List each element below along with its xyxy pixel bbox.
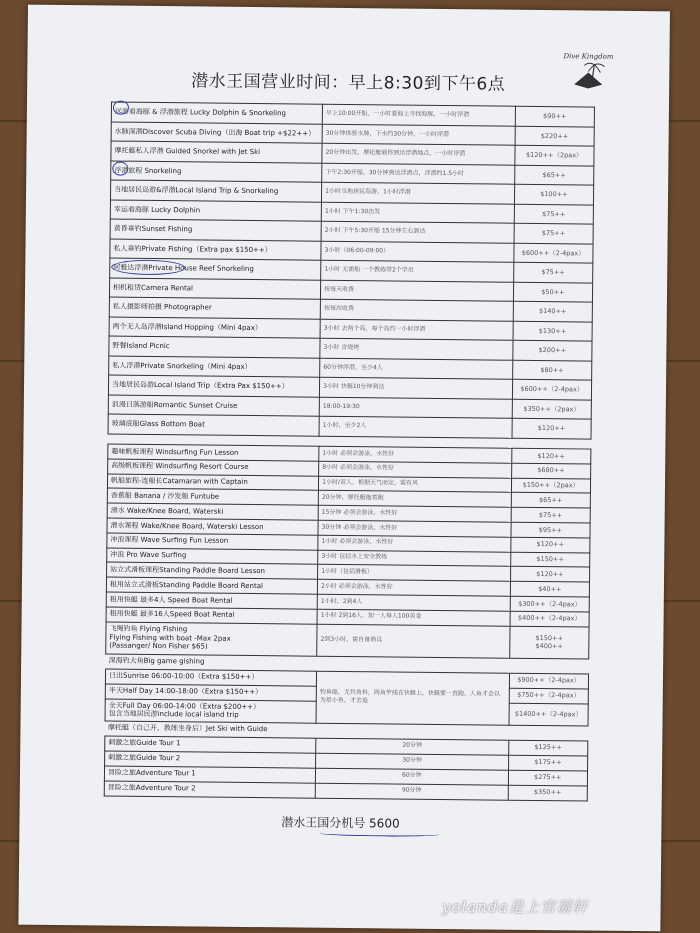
activity-description: 按每天收费 [321,280,514,302]
activity-description: 下午2:30开船，30分钟到达浮潜点，浮潜约1.5小时 [322,163,515,185]
activity-description: 1小时，至少2人 [319,416,512,438]
activity-description: 20分钟，摩托艇拖着跑 [318,491,511,508]
jetski-duration: 60分钟 [315,768,508,785]
activity-name: 黄昏垂钓Sunset Fishing [110,219,321,241]
logo-text: Dive Kingdom [563,52,614,61]
page-title: 潜水王国营业时间：早上8:30到下午6点 [191,71,506,95]
table-row [108,414,591,439]
fishing-option: 半天Half Day 14:00-18:00（Extra $150++） [105,684,316,701]
jetski-tour: 冒险之旅Adventure Tour 2 [104,781,315,798]
activity-name: 租用快艇 最多4人 Speed Boat Rental [106,592,317,609]
activity-name: 摩托艇私人浮潜 Guided Snorkel with Jet Ski [111,141,322,163]
activity-name: 滑水 Wake/Knee Board, Waterski [107,503,318,520]
dive-kingdom-logo [553,52,624,108]
activity-name: 帆船旅程-连船长Catamaran with Captain [107,474,318,491]
activity-description: 3小时 快艇10分钟到达 [320,377,513,399]
activity-description: 60分钟浮潜，至少4人 [320,358,513,380]
activity-name: 高级帆板课程 Windsurfing Resort Course [108,459,319,476]
jetski-price: $350++ [508,785,587,801]
activity-description: 3小时 去两个岛，每个岛约一小时浮潜 [320,319,513,341]
activity-name: 幸运看海豚 Lucky Dolphin [110,200,321,222]
activity-description: 1小时 必须会游泳，水性好 [318,535,511,552]
activity-name: 当地居民岛游Local Island Trip（Extra Pax $150++） [108,375,319,397]
activity-price: $100++ [514,184,594,204]
activity-name: 香蕉船 Banana / 沙发船 Funtube [107,488,318,505]
fishing-price: $1400++（2-4pax） [509,703,589,726]
jetski-section-title: 摩托艇（自己开，教练坐身后）Jet Ski with Guide [105,721,588,741]
activity-price: $130++ [513,321,593,341]
activity-price: $300++（2-4pax） [510,596,589,612]
activity-price: $90++ [515,106,595,126]
activity-description: 15分钟 必须会游泳，水性好 [318,505,511,522]
activity-description: 8小时 必须会游泳，水性好 [319,461,512,478]
activity-price: $600++（2-4pax） [514,243,594,263]
activity-price: $120++ [511,448,590,464]
jetski-price: $275++ [508,770,587,786]
activity-name: 租用站立式滑板Standing Paddle Board Rental [106,577,317,594]
activity-price: $65++ [511,493,590,509]
footer-extension: 潜水王国分机号 5600 [281,815,400,831]
activity-description: 早上10:00开船，一小时看海上寻找海豚，一小时浮潜 [322,104,515,126]
activity-name: 当地居民岛游&浮潜Local Island Trip & Snorkeling [110,180,321,202]
activity-name: 站立式滑板课程Standing Paddle Board Lesson [107,562,318,579]
activity-price: $600++（2-4pax） [512,379,592,399]
activity-name: 飞绳钓鱼 Flying Fishing Flying Fishing with boat -Max 2pax (Passanger/ Non Fisher $65) [106,622,317,656]
activity-price: $50++ [513,282,593,302]
jetski-tour: 冒险之旅Adventure Tour 1 [104,766,315,783]
price-list-sheet [18,5,670,932]
activity-name: 野餐Island Picnic [109,336,320,358]
fishing-option: 全天Full Day 06:00-14:00（Extra $200++） 包含当地居民游include local island trip [105,699,316,723]
activity-description: 30分钟体验水肺，下水约30分钟，一小时浮潜 [322,124,515,146]
activity-description: 1小时 下午1:30出发 [321,202,514,224]
activity-price: $680++ [511,463,590,479]
activity-price: $120++ [512,418,592,438]
activity-price: $200++ [513,340,593,360]
activity-price: $120++ [511,537,590,553]
activity-price: $400++（2-4pax） [510,611,589,627]
fishing-description: 钓鱼船，尤其角料，两角竿线在快艇上，快艇要一直跑，人鱼才会以为是小鱼，才去追 [316,671,509,725]
jetski-duration: 20分钟 [316,738,509,755]
activity-description: 1小时（包括滑板） [318,565,511,582]
activity-price: $120++ [510,567,589,583]
activity-price: $140++ [513,301,593,321]
activity-name: 私人浮潜Private Snorkeling（Mini 4pax） [109,356,320,378]
activity-name: 浪漫日落游船Romantic Sunset Cruise [108,395,319,417]
jetski-duration: 90分钟 [315,783,508,800]
activity-price: $150++ [510,552,589,568]
activity-name: 冲浪课程 Wave Surfing Fun Lesson [107,533,318,550]
activity-description: 1小时当地居民岛游，1小时浮潜 [322,182,515,204]
activity-price: $75++ [514,204,594,224]
activity-price: $120++（2pax） [515,145,595,165]
activity-price: $350++（2pax） [512,399,592,419]
activity-description: 3小时（06:00-09:00） [321,241,514,263]
activity-price: $95++ [511,522,590,538]
pen-underline [319,831,439,837]
activity-name: 玻璃底船Glass Bottom Boat [108,414,319,436]
activity-name: 滑水课程 Wake/Knee Board, Waterski Lesson [107,518,318,535]
activity-description: 1小时 2到16人，加一人每人100美金 [317,609,510,626]
fishing-price: $750++（2-4pax） [509,688,588,704]
activity-description: 1小时 无需船 一个教练带2个学员 [321,260,514,282]
activity-name: 趣味帆板课程 Windsurfing Fun Lesson [108,444,319,461]
activity-name: 阿雅达浮潜Private House Reef Snorkeling [110,258,321,280]
activity-description: 按每次收费 [320,299,513,321]
fishing-option: 日出Sunrise 06:00-10:00（Extra $150++） [105,669,316,686]
activity-name: 浮潜旅程 Snorkeling [111,161,322,183]
palm-island-icon [568,60,608,90]
activity-description: 1小时/双人，根据天气而定，需有风 [319,476,512,493]
activity-price: $75++ [514,223,594,243]
activity-description: 2小时 下午5:30开船 15分钟左右到达 [321,221,514,243]
activity-price: $75++ [511,507,590,523]
fishing-section-title: 深海钓大鱼Big game gishing [106,654,589,674]
activity-name: 冲浪 Pro Wave Surfing [107,548,318,565]
watersport-table [104,443,592,801]
pen-circle-mark [112,162,128,176]
table-row [106,622,589,659]
activity-description: 2小时 必须会游泳，水性好 [317,579,510,596]
activity-price: $80++ [512,360,592,380]
activity-name: 租用快艇 最多16人Speed Boat Rental [106,607,317,624]
pen-circle-mark [113,101,129,115]
activity-name: 私人摄影师拍摄 Photographer [109,297,320,319]
activity-description: 18:00-19:30 [319,397,512,419]
fishing-price: $900++（2-4pax） [509,673,588,689]
activity-description: 30分钟 必须会游泳，水性好 [318,520,511,537]
activity-price: $40++ [510,581,589,597]
jetski-tour: 刺激之旅Guide Tour 1 [105,736,316,753]
activity-description: 3小时 含烧烤 [320,338,513,360]
jetski-duration: 30分钟 [316,753,509,770]
activity-description: 20分钟出发，摩托艇载你到达浮潜地点，一小时浮潜 [322,143,515,165]
activity-price: $220++ [515,126,595,146]
watermark: yolanda是上官凝轩 [442,898,589,916]
activity-description: 2到3小时，需自备渔具 [317,624,510,658]
activity-description: 1小时 必须会游泳，水性好 [319,446,512,463]
jetski-price: $175++ [508,755,587,771]
activity-name: 水肺深潜Discover Scuba Diving（出海 Boat trip +$22++） [111,122,322,144]
activity-price: $65++ [514,165,594,185]
activity-name: 相机租赁Camera Rental [109,278,320,300]
activity-name: 私人垂钓Private Fishing（Extra pax $150++） [110,239,321,261]
activity-price: $150++ $400++ [509,626,589,659]
activity-name: 两个无人岛浮潜Island Hopping（Mini 4pax） [109,317,320,339]
activity-name: 远游看海豚 & 浮潜旅程 Lucky Dolphin & Snorkeling [111,102,322,124]
jetski-price: $125++ [508,740,587,756]
activity-description: 1小时，2到4人 [317,594,510,611]
activity-description: 3小时 包括水上安全教练 [318,550,511,567]
activity-price: $150++（2pax） [511,478,590,494]
activity-price: $75++ [513,262,593,282]
jetski-tour: 刺激之旅Guide Tour 2 [105,751,316,768]
